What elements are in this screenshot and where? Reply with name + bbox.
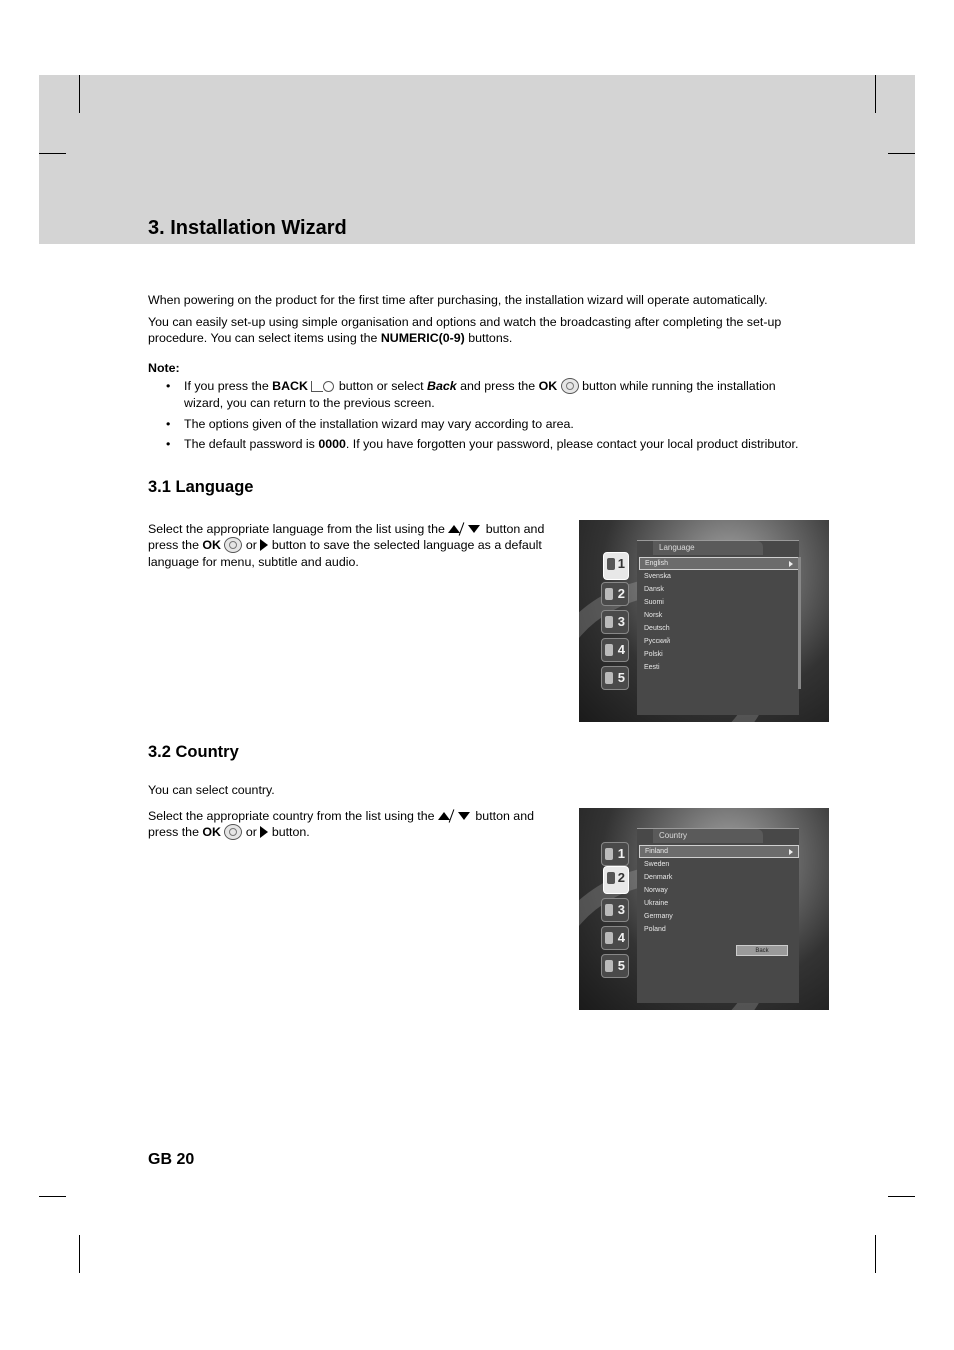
crop-mark [79,1235,80,1273]
list-item[interactable]: Dansk [644,586,664,593]
country-list [639,845,799,936]
up-down-arrow-icon [448,523,482,535]
channel-icon [605,960,613,972]
back-button[interactable]: Back [736,945,788,956]
crop-mark [39,1196,66,1197]
country-intro: You can select country. [148,783,275,797]
page-title: 3. Installation Wizard [148,217,347,239]
section-heading-language: 3.1 Language [148,478,254,496]
ok-button-icon [224,824,242,840]
scrollbar[interactable] [798,557,801,689]
channel-icon [605,672,613,684]
list-item[interactable]: Sweden [644,861,670,868]
intro-paragraph-1: When powering on the product for the first time after purchasing, the installation wizard will operate automatically. [148,293,768,307]
crop-mark [888,1196,915,1197]
section-heading-country: 3.2 Country [148,743,239,761]
country-instructions: Select the appropriate country from the list using the button and press the OK or button. [148,809,534,839]
crop-mark [888,153,915,154]
clock-icon [605,932,613,944]
antenna-icon [605,904,613,916]
wizard-tab-3: 3 [601,898,629,922]
crop-mark [875,1235,876,1273]
language-list [639,557,799,674]
crop-mark [39,153,66,154]
menu-title: Country [653,829,763,843]
list-item[interactable]: Poland [644,926,666,933]
list-item[interactable]: Norway [644,887,668,894]
back-button-icon [311,379,335,393]
list-item[interactable]: Norsk [644,612,663,619]
list-item[interactable]: Eesti [644,664,660,671]
note-bullet-2: • The options given of the installation wizard may vary according to area. [166,417,574,431]
note-bullet-3: • The default password is 0000. If you have forgotten your password, please contact your local product distributor. [166,437,799,451]
wizard-tab-1: 1 [603,552,629,580]
list-item[interactable]: Denmark [644,874,673,881]
list-item[interactable]: Svenska [644,573,671,580]
globe-icon [605,588,613,600]
list-item[interactable]: Polski [644,651,663,658]
country-screenshot [579,808,829,1010]
language-instructions: Select the appropriate language from the list using the button and press the OK or button to save the selected language as a default language for menu, subtitle and audio. [148,522,545,569]
up-down-arrow-icon [438,810,472,822]
wizard-tab-2: 2 [603,866,629,894]
list-item[interactable]: Русский [644,638,670,645]
language-icon [605,848,613,860]
wizard-tab-5: 5 [601,666,629,690]
list-item[interactable]: English [639,557,799,570]
menu-title: Language [653,541,763,555]
wizard-tab-3: 3 [601,610,629,634]
list-item[interactable]: Ukraine [644,900,669,907]
globe-icon [607,872,615,884]
ok-button-icon [224,537,242,553]
ok-button-icon [561,378,579,394]
wizard-tab-2: 2 [601,582,629,606]
page-number: GB 20 [148,1151,195,1168]
list-item[interactable]: Finland [639,845,799,858]
crop-mark [79,75,80,113]
note-title: Note: [148,361,180,375]
wizard-tab-4: 4 [601,638,629,662]
intro-paragraph-2: You can easily set-up using simple organisation and options and watch the broadcasting after completing the set-up procedure. You can select items using the NUMERIC(0-9) buttons. [148,315,782,345]
language-screenshot [579,520,829,722]
note-bullet-1: • If you press the BACK button or select Back and press the OK button while running the installation wizard, you can return to the previous screen. [166,379,776,410]
clock-icon [605,644,613,656]
right-arrow-icon [260,826,268,838]
right-arrow-icon [260,539,268,551]
antenna-icon [605,616,613,628]
list-item[interactable]: Deutsch [644,625,670,632]
crop-mark [875,75,876,113]
wizard-tab-1: 1 [601,842,629,866]
wizard-tab-4: 4 [601,926,629,950]
list-item[interactable]: Germany [644,913,673,920]
list-item[interactable]: Suomi [644,599,664,606]
wizard-tab-5: 5 [601,954,629,978]
language-icon [607,558,615,570]
